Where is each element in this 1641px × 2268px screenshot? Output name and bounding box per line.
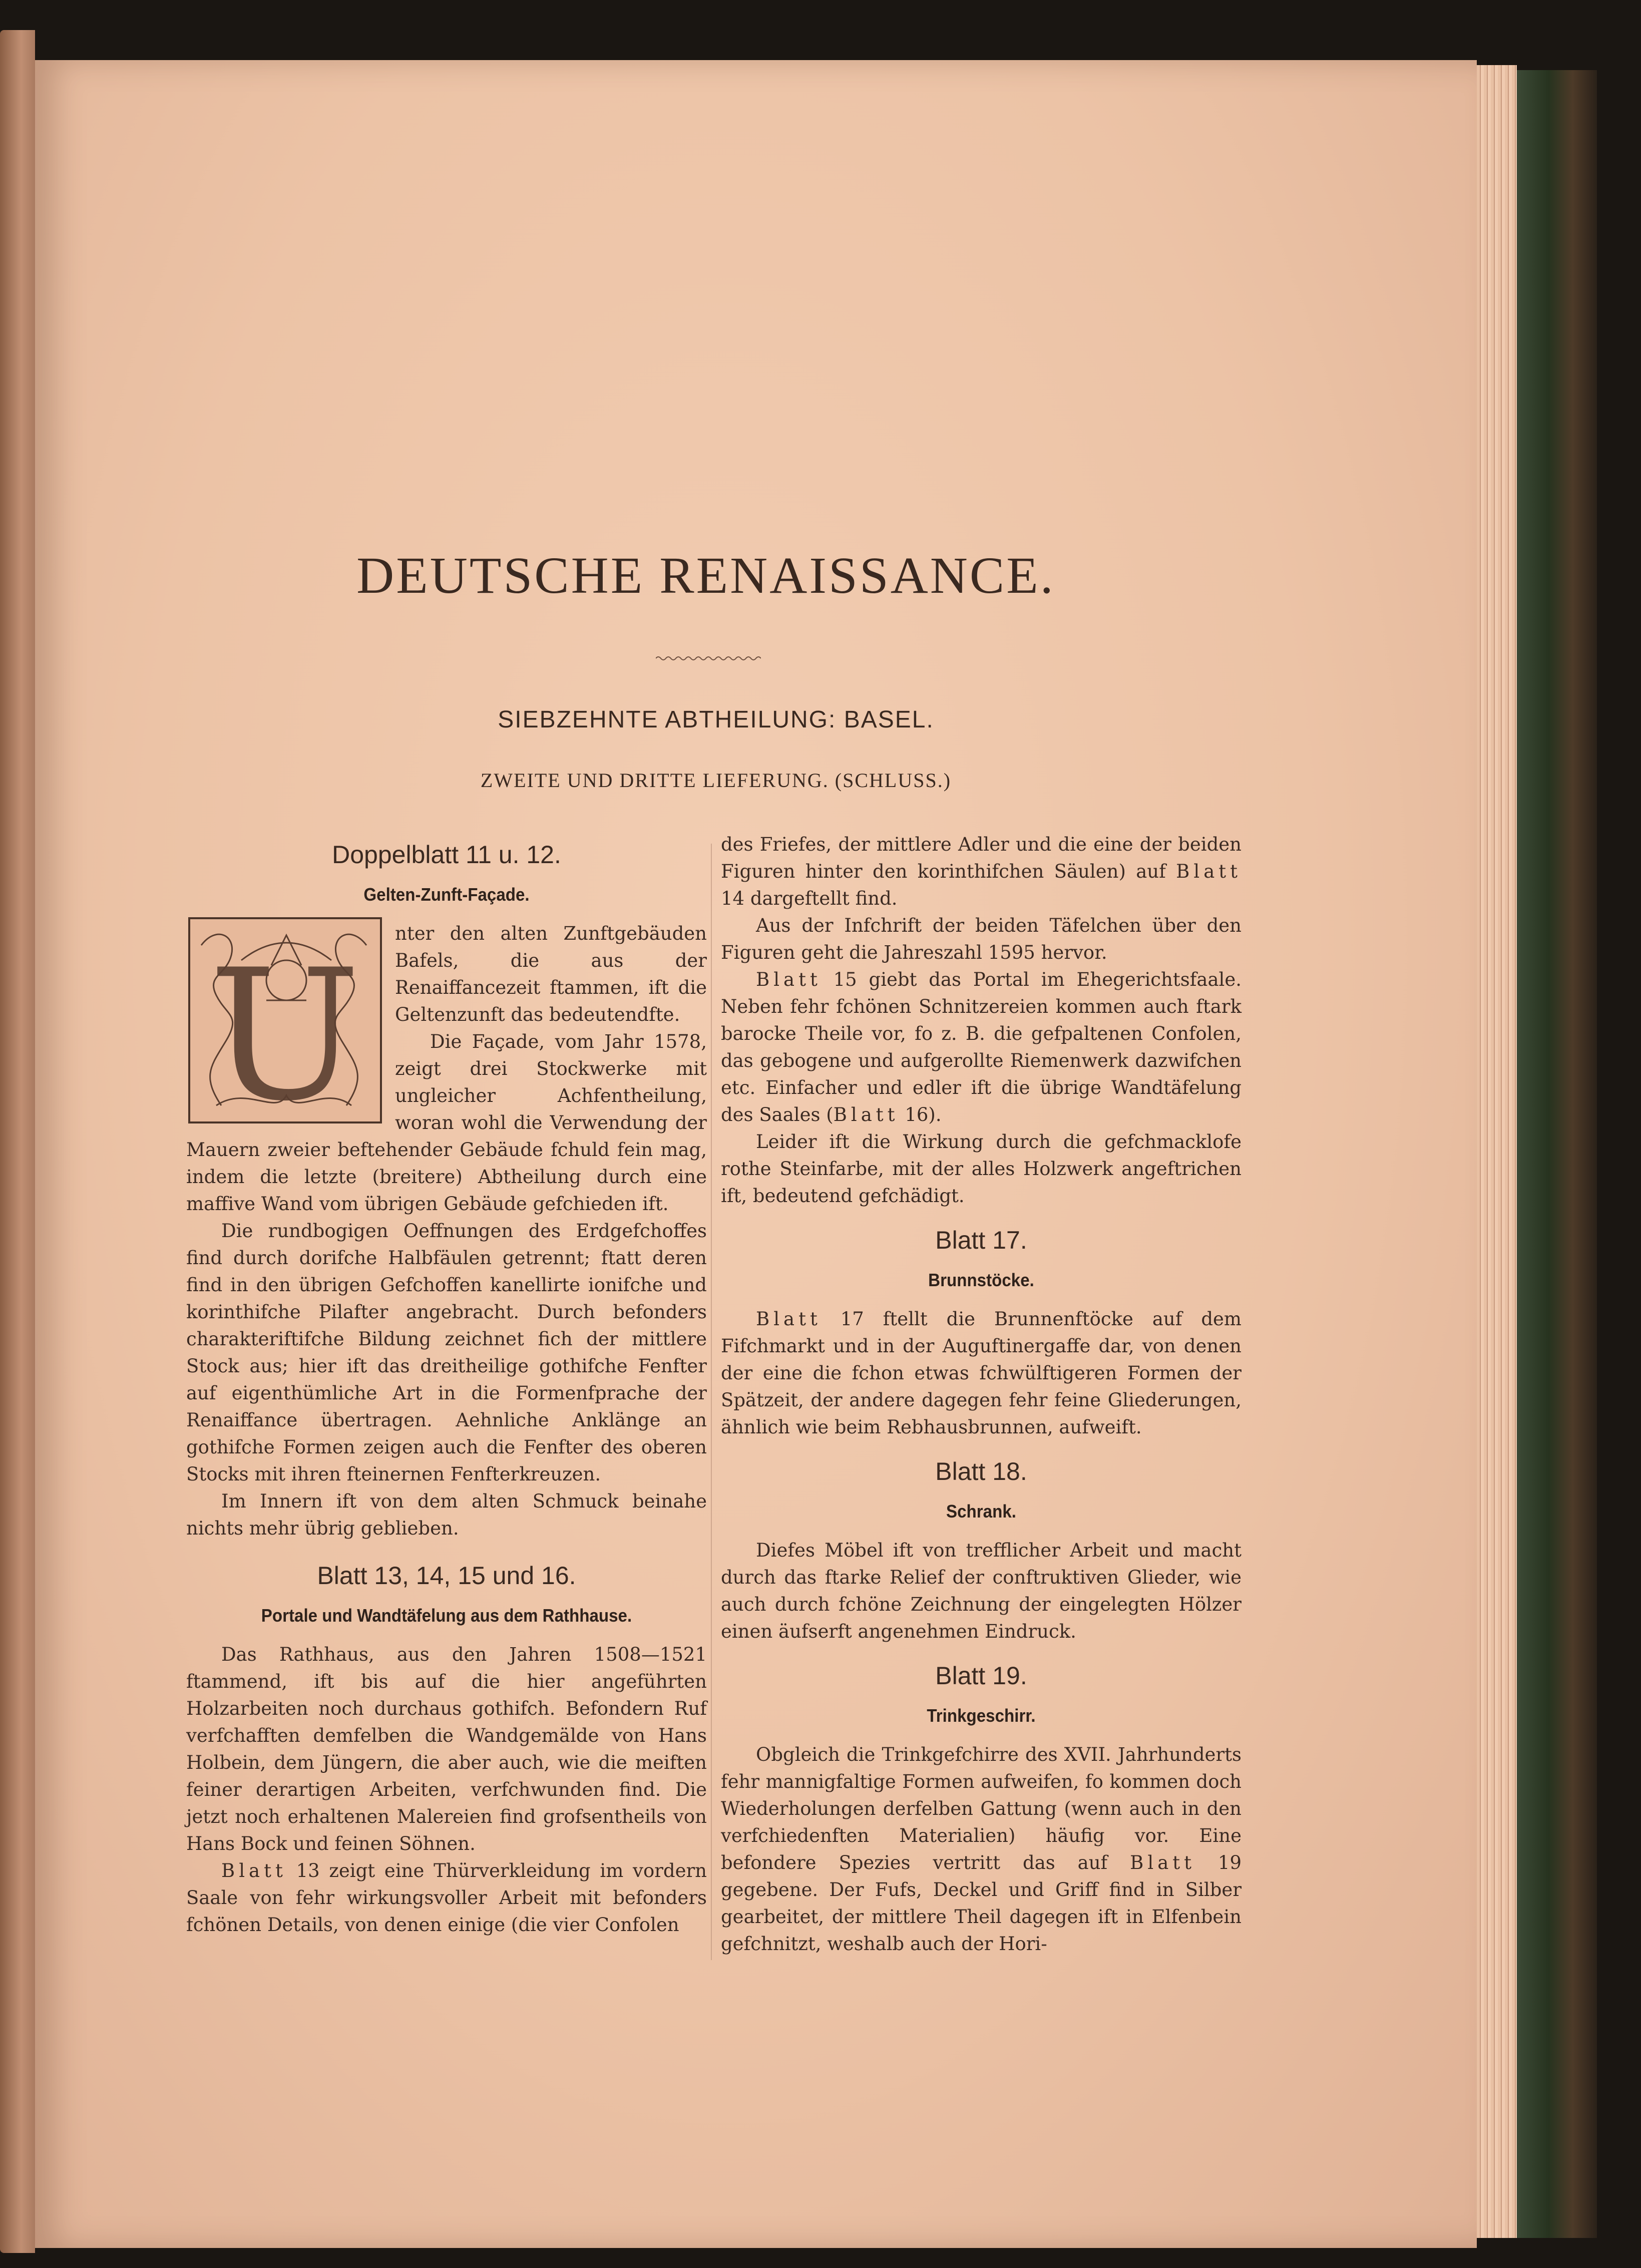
heading-blatt-13-16: Blatt 13, 14, 15 und 16. [317,1562,576,1590]
section-subtitle: SIEBZEHNTE ABTHEILUNG: BASEL. [498,706,934,733]
section-subtitle-2: ZWEITE UND DRITTE LIEFERUNG. (SCHLUSS.) [480,769,952,792]
blatt-ref: Blatt [221,1860,287,1881]
para-text: Obgleich die Trinkgefchirre des XVII. Jahrhunderts fehr mannigfaltige Formen aufweifen, fo kommen doch Wiederholungen derfelben Gattung (wenn auch in den verfchiedenften Materialien) häufig vor. Eine befondere Spezies vertritt das auf [721,1744,1242,1873]
ornamental-rule [656,653,761,663]
left-page-edge [0,30,35,2253]
subheading-portale: Portale und Wandtäfelung aus dem Rathhause. [261,1605,632,1626]
blatt-ref: Blatt [756,969,822,990]
para: Die Façade, vom Jahr 1578, zeigt drei Stockwerke mit ungleicher Achfentheilung, woran wohl die Verwendung der Mauern zweier beftehender Gebäude fchuld fein mag, indem die letzte (breitere) Abtheilung durch eine maffive Wand vom übrigen Gebäude gefchieden ift. [186,1031,707,1215]
heading-blatt-19: Blatt 19. [935,1662,1027,1690]
para [186,1857,707,1939]
dropcap-letter: U [209,931,361,1125]
para: Die rundbogigen Oeffnungen des Erdgefchoffes find durch dorifche Halbfäulen getrennt; ftatt deren find in den übrigen Gefchoffen kanellirte ionifche und korinthifche Pilafter angebracht. Durch befonders charakteriftifche Bildung zeichnet fich der mittlere Stock aus; hier ift das dreitheilige gothifche Fenfter auf eigenthümliche Art in die Formenfprache der Renaiffance übertragen. Aehnliche Anklänge an gothifche Formen zeigen auch die Fenfter des oberen Stocks mit ihren fteinernen Fenfterkreuzen. [186,1220,707,1485]
subheading-brunnstoecke: Brunnstöcke. [928,1270,1034,1290]
ornamental-initial-u [186,915,384,1125]
para: Das Rathhaus, aus den Jahren 1508—1521 ftammend, ift bis auf die hier angeführten Holzarbeiten noch durchaus gothifch. Befondern Ruf verfchafften demfelben die Wandgemälde von Hans Holbein, dem Jüngern, die aber auch, wie die meiften feiner derartigen Arbeiten, verfchwunden find. Die jetzt noch erhaltenen Malereien find grofsentheils von Hans Bock und feinen Söhnen. [186,1644,707,1854]
para [721,1741,1242,1958]
para: nter den alten Zunftgebäuden Bafels, die aus der Renaiffancezeit ftammen, ift die Geltenzunft das bedeutendfte. [395,923,707,1025]
blatt-ref: Blatt [756,1308,822,1330]
book-spine [1517,70,1597,2238]
para-text: 17 ftellt die Brunnenftöcke auf dem Fifchmarkt und in der Auguftinergaffe dar, von denen der eine die fchon etwas fchwülftigeren Formen der Spätzeit, der andere dagegen fehr feine Gliederungen, ähnlich wie beim Rebhausbrunnen, aufweift. [721,1308,1242,1438]
heading-blatt-18: Blatt 18. [935,1457,1027,1485]
blatt-ref: Blatt [1176,861,1242,882]
column-divider [711,844,712,1960]
blatt-ref: Blatt [833,1104,899,1125]
page-title: DEUTSCHE RENAISSANCE. [356,547,1055,604]
para [721,966,1242,1128]
para-text: 14 dargeftellt find. [721,888,898,909]
blatt-ref: Blatt [1130,1852,1195,1873]
page-stack-edge [1477,65,1517,2238]
para [721,831,1242,912]
para: Im Innern ift von dem alten Schmuck beinahe nichts mehr übrig geblieben. [186,1490,707,1539]
para-text: 15 giebt das Portal im Ehegerichtsfaale. Neben fehr fchönen Schnitzereien kommen auch ftark barocke Theile vor, fo z. B. die gefpaltenen Confolen, das gebogene und aufgerollte Riemenwerk dazwifchen etc. Einfacher und edler ift die übrige Wandtäfelung des Saales ( [721,969,1242,1125]
para [721,1306,1242,1441]
subheading-gelten: Gelten-Zunft-Façade. [363,884,530,905]
right-column [721,831,1242,1958]
para-text: 19 gegebene. Der Fufs, Deckel und Griff find in Silber gearbeitet, der mittlere Theil dagegen ift in Elfenbein gefchnitzt, weshalb auch der Hori- [721,1852,1242,1955]
para: Aus der Infchrift der beiden Täfelchen über den Figuren geht die Jahreszahl 1595 hervor. [721,915,1242,963]
para: Leider ift die Wirkung durch die gefchmacklofe rothe Steinfarbe, mit der alles Holzwerk angeftrichen ift, bedeutend gefchädigt. [721,1131,1242,1207]
para-text: 13 zeigt eine Thürverkleidung im vordern Saale von fehr wirkungsvoller Arbeit mit befonders fchönen Details, von denen einige (die vier Confolen [186,1860,707,1936]
para: Diefes Möbel ift von trefflicher Arbeit und macht durch das ftarke Relief der conftruktiven Glieder, wie auch durch fchöne Zeichnung der eingelegten Hölzer einen äufserft angenehmen Eindruck. [721,1540,1242,1642]
heading-blatt-17: Blatt 17. [935,1226,1027,1254]
left-column [186,831,707,1939]
para-text: 16). [905,1104,942,1125]
subheading-trinkgeschirr: Trinkgeschirr. [927,1705,1036,1726]
heading-doppelblatt: Doppelblatt 11 u. 12. [332,841,561,869]
subheading-schrank: Schrank. [946,1501,1016,1522]
para-text: des Friefes, der mittlere Adler und die eine der beiden Figuren hinter den korinthifchen Säulen) auf [721,834,1242,882]
